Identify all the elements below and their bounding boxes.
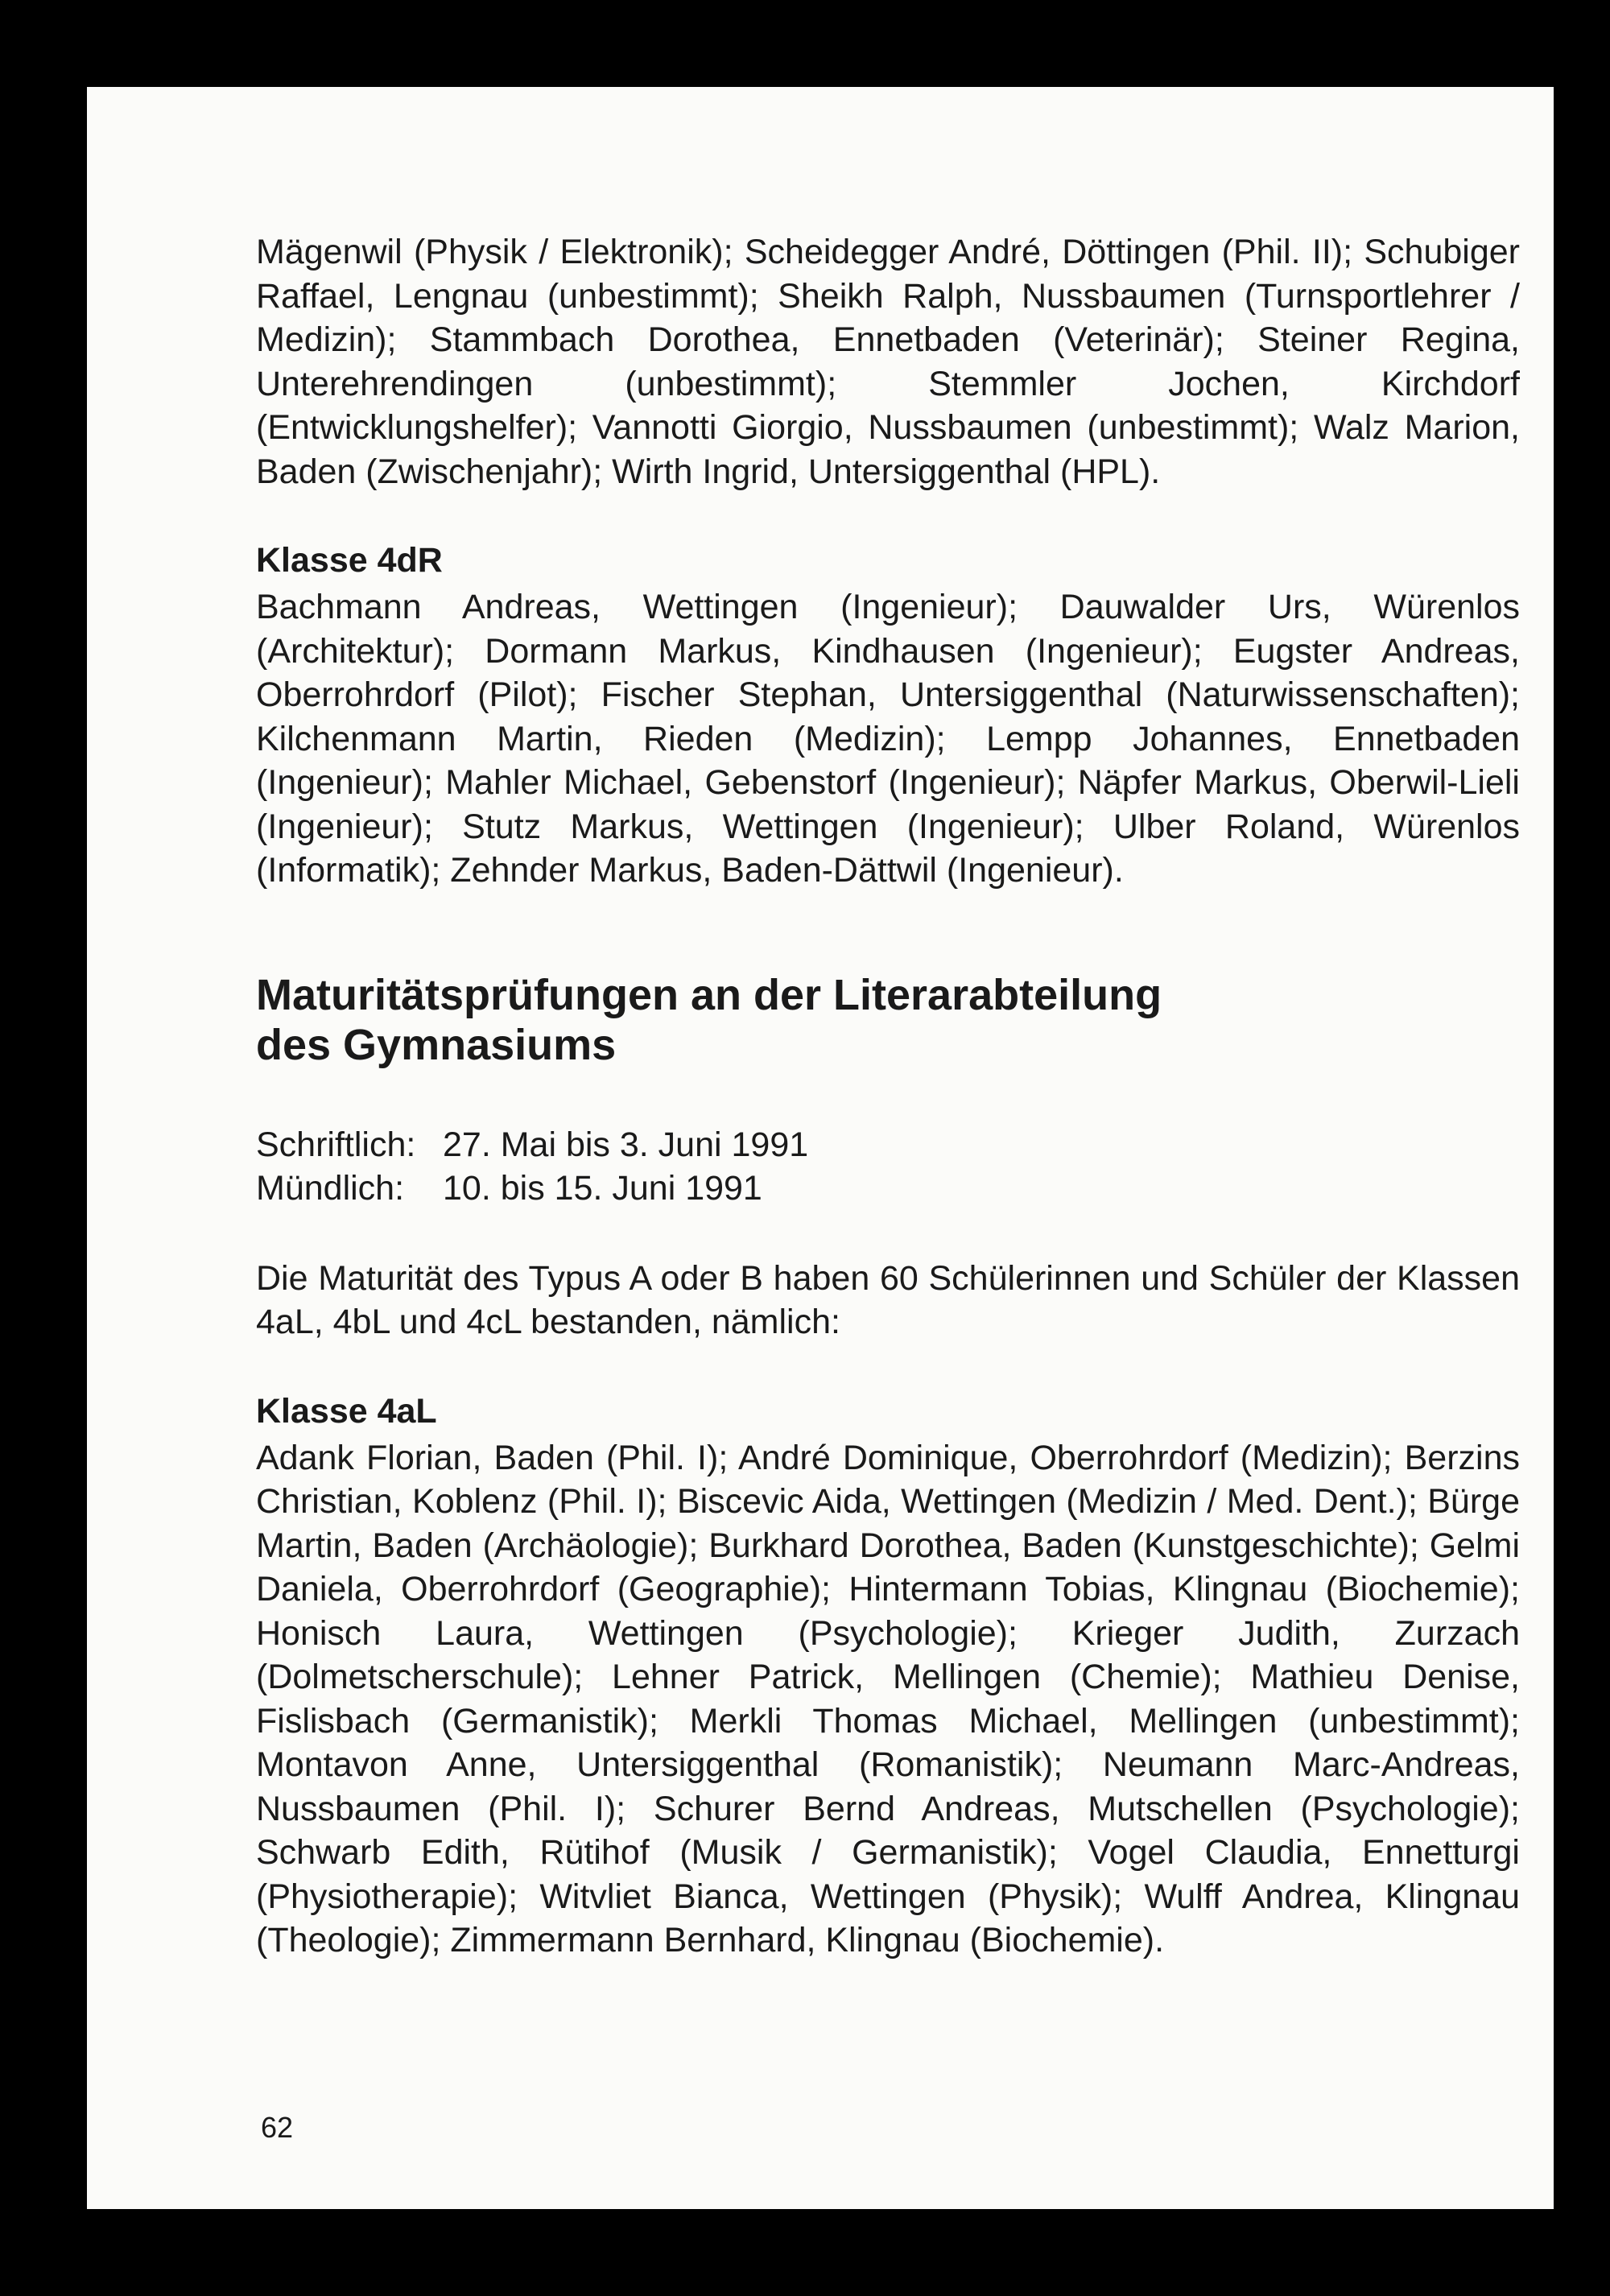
written-label: Schriftlich:: [256, 1125, 416, 1164]
section-title: [256, 970, 1520, 1070]
summary-paragraph: Die Maturität des Typus A oder B haben 60 Schülerinnen und Schüler der Klassen 4aL, 4bL und 4cL bestanden, nämlich:: [256, 1258, 1520, 1341]
klasse-4dr-heading: Klasse 4dR: [256, 541, 443, 580]
section-title-line-2: des Gymnasiums: [256, 1020, 617, 1069]
section-title-line-1: Maturitätsprüfungen an der Literarabteilung: [256, 970, 1162, 1019]
document-page: [87, 87, 1554, 2209]
written-value: 27. Mai bis 3. Juni 1991: [443, 1125, 809, 1164]
klasse-4al-list: Adank Florian, Baden (Phil. I); André Dominique, Oberrohrdorf (Medizin); Berzins Christian, Koblenz (Phil. I); Biscevic Aida, Wettingen (Medizin / Med. Dent.); Bürge Martin, Baden (Archäologie); Burkhard Dorothea, Baden (Kunstgeschichte); Gelmi Daniela, Oberrohrdorf (Geographie); Hintermann Tobias, Klingnau (Biochemie); Honisch Laura, Wettingen (Psychologie); Krieger Judith, Zurzach (Dolmetscherschule); Lehner Patrick, Mellingen (Chemie); Mathieu Denise, Fislisbach (Germanistik); Merkli Thomas Michael, Mellingen (unbestimmt); Montavon Anne, Untersiggenthal (Romanistik); Neumann Marc-Andreas, Nussbaumen (Phil. I); Schurer Bernd Andreas, Mutschellen (Psychologie); Schwarb Edith, Rütihof (Musik / Germanistik); Vogel Claudia, Ennetturgi (Physiotherapie); Witvliet Bianca, Wettingen (Physik); Wulff Andrea, Klingnau (Theologie); Zimmermann Bernhard, Klingnau (Biochemie).: [256, 1438, 1520, 1959]
klasse-4al-heading: Klasse 4aL: [256, 1391, 437, 1431]
exam-dates: [256, 1123, 1520, 1210]
intro-paragraph: Mägenwil (Physik / Elektronik); Scheidegger André, Döttingen (Phil. II); Schubiger Raffael, Lengnau (unbestimmt); Sheikh Ralph, Nussbaumen (Turnsportlehrer / Medizin); Stammbach Dorothea, Ennetbaden (Veterinär); Steiner Regina, Unterehrendingen (unbestimmt); Stemmler Jochen, Kirchdorf (Entwicklungshelfer); Vannotti Giorgio, Nussbaumen (unbestimmt); Walz Marion, Baden (Zwischenjahr); Wirth Ingrid, Untersiggenthal (HPL).: [256, 233, 1520, 491]
exam-row-oral: [256, 1167, 1520, 1210]
exam-row-written: [256, 1123, 1520, 1167]
page-content: [256, 230, 1520, 1963]
page-number: 62: [261, 2111, 294, 2144]
klasse-4dr-list: Bachmann Andreas, Wettingen (Ingenieur); Dauwalder Urs, Würenlos (Architektur); Dormann Markus, Kindhausen (Ingenieur); Eugster Andreas, Oberrohrdorf (Pilot); Fischer Stephan, Untersiggenthal (Naturwissenschaften); Kilchenmann Martin, Rieden (Medizin); Lempp Johannes, Ennetbaden (Ingenieur); Mahler Michael, Gebenstorf (Ingenieur); Näpfer Markus, Oberwil-Lieli (Ingenieur); Stutz Markus, Wettingen (Ingenieur); Ulber Roland, Würenlos (Informatik); Zehnder Markus, Baden-Dättwil (Ingenieur).: [256, 588, 1520, 890]
oral-label: Mündlich:: [256, 1168, 405, 1208]
oral-value: 10. bis 15. Juni 1991: [443, 1168, 762, 1208]
